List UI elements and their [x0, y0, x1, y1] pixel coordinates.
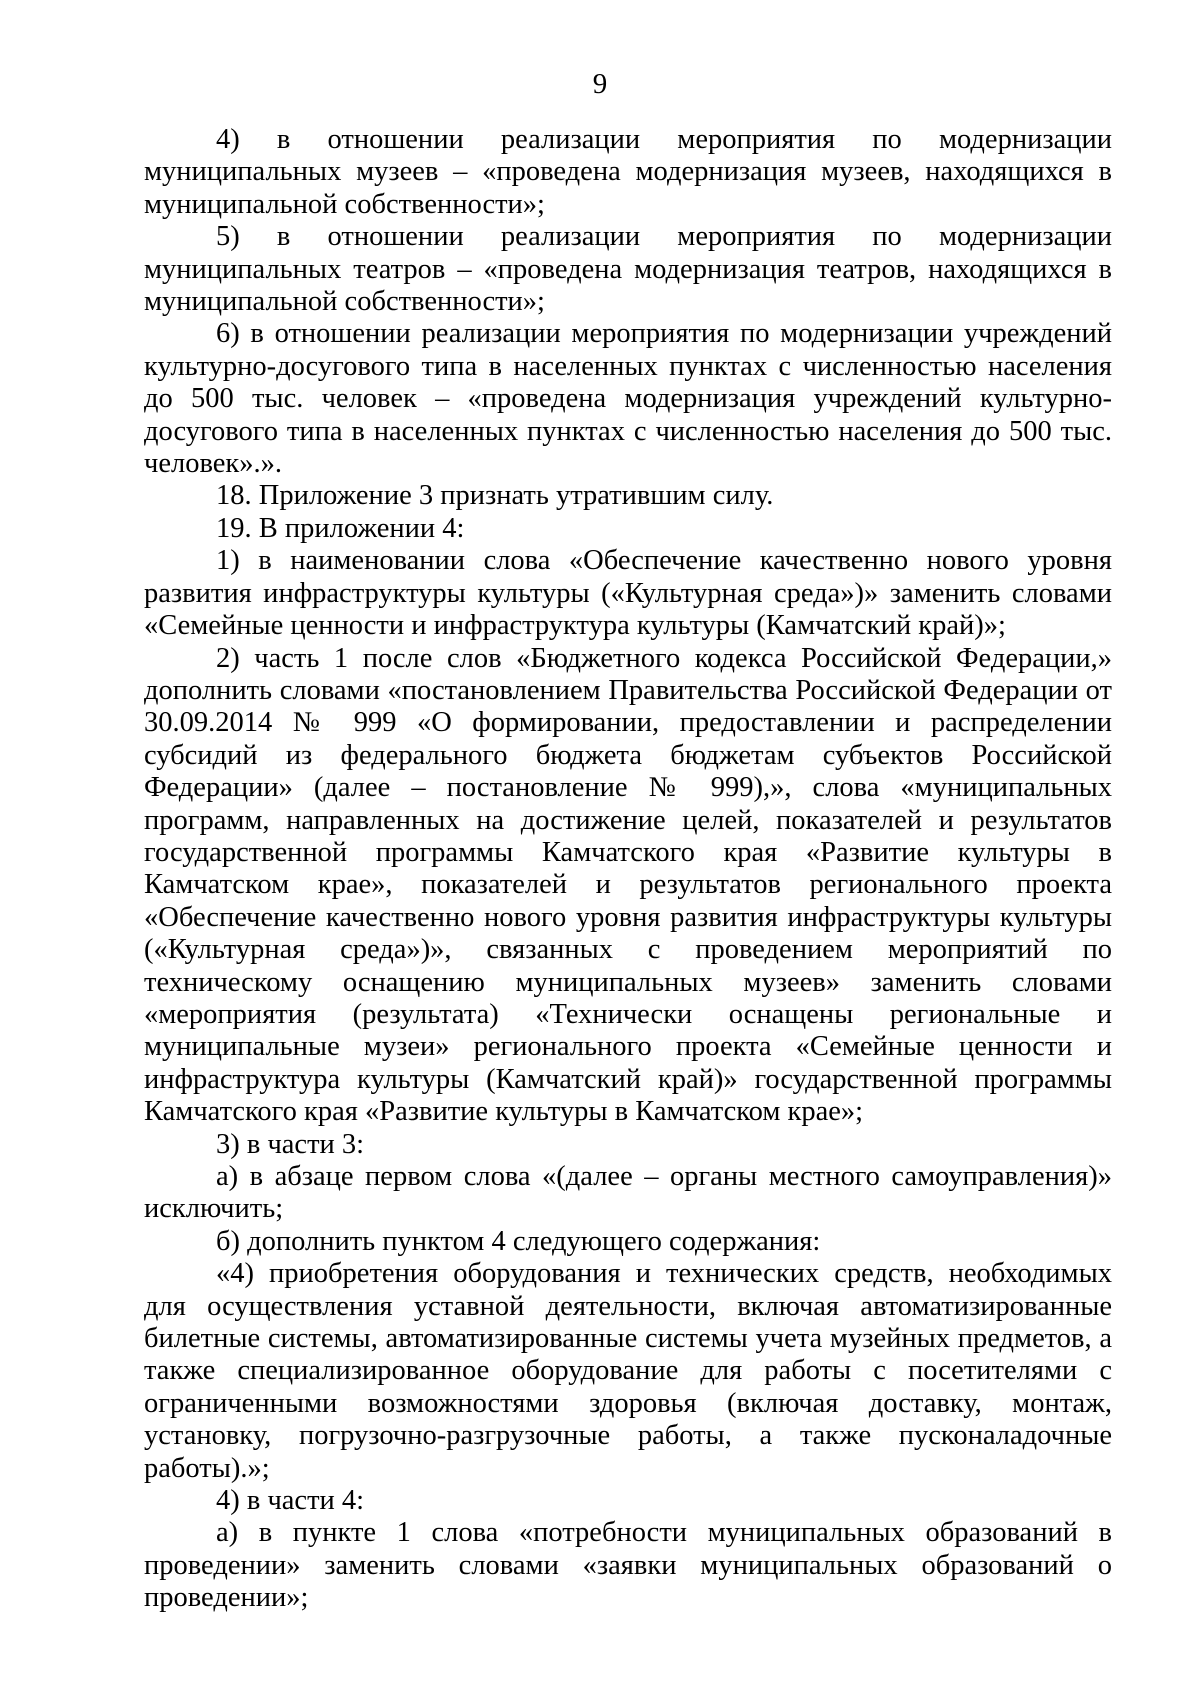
- paragraph-19-item-4a: а) в пункте 1 слова «потребности муниципальных образований в проведении» заменить словами «заявки муниципальных образований о проведении»;: [144, 1517, 1112, 1614]
- paragraph-point-19: 19. В приложении 4:: [216, 512, 465, 544]
- paragraph-point-18: 18. Приложение 3 признать утратившим силу.: [216, 480, 774, 512]
- paragraph-item-4-museums: 4) в отношении реализации мероприятия по модернизации муниципальных музеев – «проведена модернизация музеев, находящихся в муниципальной собственности»;: [144, 124, 1112, 220]
- paragraph-19-item-3: 3) в части 3:: [216, 1128, 365, 1160]
- paragraph-19-item-3b: б) дополнить пунктом 4 следующего содержания:: [216, 1225, 821, 1257]
- paragraph-item-5-theatres: 5) в отношении реализации мероприятия по модернизации муниципальных театров – «проведена модернизация театров, находящихся в муниципальной собственности»;: [144, 221, 1112, 318]
- paragraph-new-point-4: «4) приобретения оборудования и технических средств, необходимых для осуществления уставной деятельности, включая автоматизированные билетные системы, автоматизированные системы учета музейных предметов, а также специализированное оборудование для работы с посетителями с ограниченными возможностями здоровья (включая доставку, монтаж, установку, погрузочно-разгрузочные работы, а также пусконаладочные работы).»;: [144, 1258, 1112, 1484]
- paragraph-19-item-3a: а) в абзаце первом слова «(далее – органы местного самоуправления)» исключить;: [144, 1161, 1112, 1225]
- paragraph-19-item-1: 1) в наименовании слова «Обеспечение качественно нового уровня развития инфраструктуры культуры («Культурная среда»)» заменить словами «Семейные ценности и инфраструктура культуры (Камчатский край)»;: [144, 545, 1112, 642]
- paragraph-item-6-cultural-centers: 6) в отношении реализации мероприятия по модернизации учреждений культурно-досугового типа в населенных пунктах с численностью населения до 500 тыс. человек – «проведена модернизация учреждений культурно-досугового типа в населенных пунктах с численностью населения до 500 тыс. человек».».: [144, 318, 1112, 480]
- paragraph-19-item-2: 2) часть 1 после слов «Бюджетного кодекса Российской Федерации,» дополнить словами «постановлением Правительства Российской Федерации от 30.09.2014 № 999 «О формировании, предоставлении и распределении субсидий из федерального бюджета бюджетам субъектов Российской Федерации» (далее – постановление № 999),», слова «муниципальных программ, направленных на достижение целей, показателей и результатов государственной программы Камчатского края «Развитие культуры в Камчатском крае», показателей и результатов регионального проекта «Обеспечение качественно нового уровня развития инфраструктуры культуры («Культурная среда»)», связанных с проведением мероприятий по техническому оснащению муниципальных музеев» заменить словами «мероприятия (результата) «Технически оснащены региональные и муниципальные музеи» регионального проекта «Семейные ценности и инфраструктура культуры (Камчатский край)» государственной программы Камчатского края «Развитие культуры в Камчатском крае»;: [144, 642, 1112, 1128]
- document-body: [144, 124, 1112, 1615]
- page-number: 9: [592, 68, 608, 100]
- paragraph-19-item-4: 4) в части 4:: [216, 1485, 365, 1517]
